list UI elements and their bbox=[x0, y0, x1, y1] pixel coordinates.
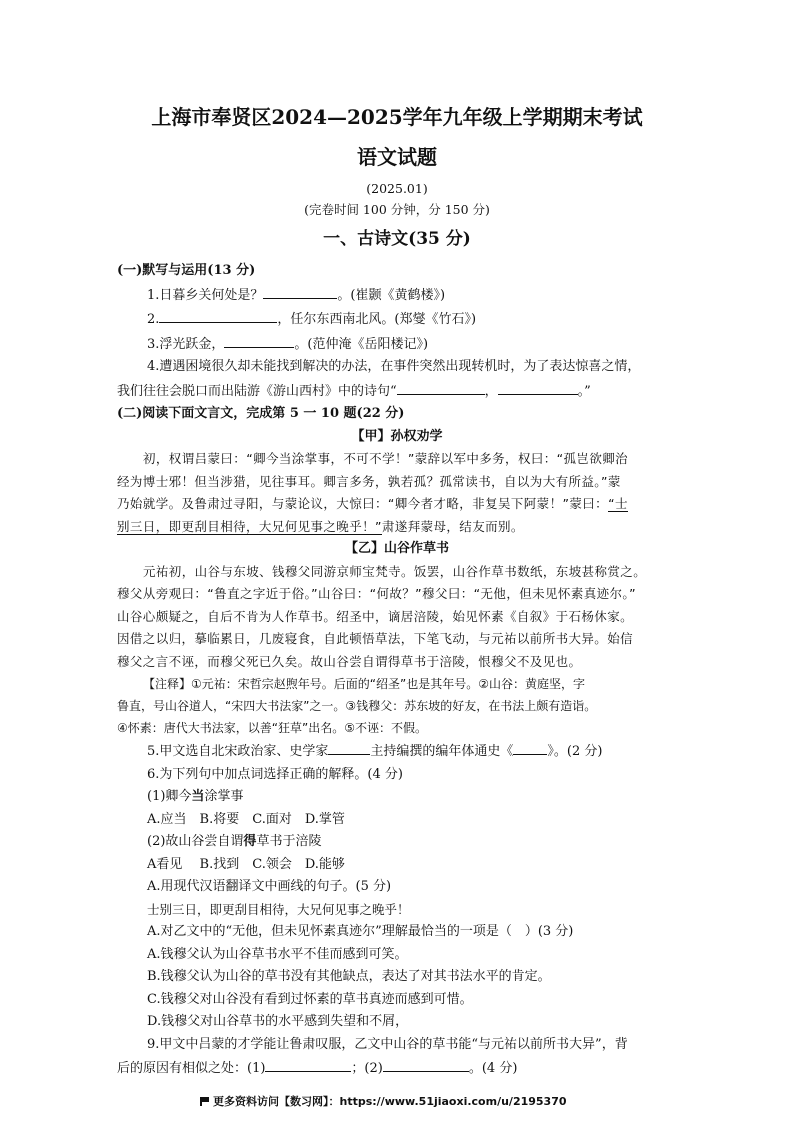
answer-blank[interactable] bbox=[383, 1056, 469, 1072]
exam-date: (2025.01) bbox=[366, 181, 428, 196]
answer-blank[interactable] bbox=[159, 307, 277, 323]
annotation-line: 【注释】①元祐：宋哲宗赵煦年号。后面的“绍圣”也是其年号。②山谷：黄庭坚，字 bbox=[143, 677, 585, 691]
question-8-option-d: D.钱穆父对山谷草书的水平感到失望和不屑， bbox=[147, 1014, 409, 1029]
underlined-sentence: 别三日，即更刮目相待，大兄何见事之晚乎！” bbox=[117, 518, 382, 534]
question-8-option-b: B.钱穆父认为山谷的草书没有其他缺点，表达了对其书法水平的肯定。 bbox=[147, 969, 551, 984]
question-3: 3.浮光跃金， 。(范仲淹《岳阳楼记》) bbox=[117, 332, 677, 357]
question-8-option-c: C.钱穆父对山谷没有看到过怀素的草书真迹而感到可惜。 bbox=[147, 991, 473, 1007]
part2-heading: (二)阅读下面文言文，完成第 5 一 10 题(22 分) bbox=[117, 406, 405, 421]
answer-blank[interactable] bbox=[498, 379, 578, 395]
question-6-item-1: (1)卿今当涂掌事 bbox=[147, 789, 244, 804]
exam-title: 上海市奉贤区2024—2025学年九年级上学期期末考试 bbox=[151, 105, 643, 129]
answer-blank[interactable] bbox=[328, 739, 370, 755]
passage-yi-line: 穆父从旁观曰：“鲁直之字近于俗。”山谷曰：“何故？”穆父曰：“无他，但未见怀素真迹尔。” bbox=[117, 586, 636, 601]
passage-jia-line: 经为博士邪！但当涉猎，见往事耳。卿言多务，孰若孤？孤常读书，自以为大有所益。”蒙 bbox=[117, 473, 621, 489]
question-6-options-1: A.应当 B.将要 C.面对 D.掌管 bbox=[147, 811, 345, 827]
question-5: 5.甲文选自北宋政治家、史学家 主持编撰的编年体通史《 》。(2 分) bbox=[117, 739, 677, 764]
question-7-sentence: 士别三日，即更刮目相待，大兄何见事之晚乎！ bbox=[147, 901, 410, 917]
answer-blank[interactable] bbox=[397, 379, 485, 395]
exam-time-info: (完卷时间 100 分钟，分 150 分) bbox=[304, 202, 490, 217]
answer-blank[interactable] bbox=[224, 332, 294, 348]
part1-heading: (一)默写与运用(13 分) bbox=[117, 263, 256, 278]
answer-blank[interactable] bbox=[513, 739, 547, 755]
passage-yi-title: 【乙】山谷作草书 bbox=[344, 541, 449, 556]
question-4: 4.遭遇困境很久却未能找到解决的办法，在事件突然出现转机时，为了表达惊喜之情， bbox=[147, 359, 641, 374]
question-2: 2. ，任尔东西南北风。(郑燮《竹石》) bbox=[117, 307, 677, 332]
question-8-option-a: A.钱穆父认为山谷草书水平不佳而感到可笑。 bbox=[147, 946, 408, 962]
passage-jia-line: 乃始就学。及鲁肃过寻阳，与蒙论议，大惊曰：“卿今者才略，非复吴下阿蒙！”蒙曰：“士 bbox=[117, 496, 628, 511]
dotted-word: 得 bbox=[243, 834, 257, 849]
flag-icon bbox=[200, 1097, 210, 1106]
answer-blank[interactable] bbox=[263, 283, 337, 299]
answer-blank[interactable] bbox=[265, 1056, 351, 1072]
exam-page bbox=[117, 100, 677, 1081]
section-heading: 一、古诗文(35 分) bbox=[323, 229, 471, 249]
passage-jia-line: 初，权谓吕蒙曰：“卿今当涂掌事，不可不学！”蒙辞以军中多务，权曰：“孤岂欲卿治 bbox=[143, 451, 629, 466]
exam-subtitle: 语文试题 bbox=[357, 145, 437, 169]
passage-jia-line: 别三日，即更刮目相待，大兄何见事之晚乎！”肃遂拜蒙母，结友而别。 bbox=[117, 518, 524, 534]
footer-link[interactable]: 更多资料访问【数习网】：https://www.51jiaoxi.com/u/2195370 bbox=[213, 1095, 567, 1108]
passage-yi-line: 山谷心颇疑之，自后不肯为人作草书。绍圣中，谪居涪陵，始见怀素《自叙》于石杨休家。 bbox=[117, 608, 634, 624]
question-9-cont: 后的原因有相似之处：(1) ；(2) 。(4 分) bbox=[117, 1056, 677, 1081]
question-6-options-2: A看见 B.找到 C.领会 D.能够 bbox=[147, 856, 345, 872]
question-6: 6.为下列句中加点词选择正确的解释。(4 分) bbox=[147, 766, 403, 782]
annotation-line: 鲁直，号山谷道人，“宋四大书法家”之一。③钱穆父：苏东坡的好友，在书法上颇有造诣。 bbox=[117, 699, 597, 713]
question-1: 1.日暮乡关何处是？ 。(崔颢《黄鹤楼》) bbox=[117, 283, 677, 308]
question-8: A.对乙文中的“无他，但未见怀素真迹尔”理解最恰当的一项是（ ）(3 分) bbox=[147, 924, 574, 939]
passage-yi-line: 因借之以归，摹临累日，几废寝食，自此顿悟草法，下笔飞动，与元祐以前所书大异。始信 bbox=[117, 631, 634, 646]
dotted-word: 当 bbox=[191, 789, 205, 804]
annotation-line: ④怀素：唐代大书法家，以善“狂草”出名。⑤不诬：不假。 bbox=[117, 721, 427, 735]
question-6-item-2: (2)故山谷尝自谓得草书于涪陵 bbox=[147, 834, 322, 849]
passage-yi-line: 穆父之言不诬，而穆父死已久矣。故山谷尝自谓得草书于涪陵，恨穆父不及见也。 bbox=[117, 653, 582, 669]
question-4-cont: 我们往往会脱口而出陆游《游山西村》中的诗句“ ， 。” bbox=[117, 379, 677, 404]
passage-jia-title: 【甲】孙权劝学 bbox=[351, 428, 443, 444]
question-9: 9.甲文中吕蒙的才学能让鲁肃叹服，乙文中山谷的草书能“与元祐以前所书大异”，背 bbox=[147, 1036, 628, 1052]
question-7: A.用现代汉语翻译文中画线的句子。(5 分) bbox=[147, 879, 392, 894]
footer bbox=[200, 1094, 640, 1110]
passage-yi-line: 元祐初，山谷与东坡、钱穆父同游京师宝梵寺。饭罢，山谷作草书数纸，东坡甚称赏之。 bbox=[143, 563, 647, 579]
